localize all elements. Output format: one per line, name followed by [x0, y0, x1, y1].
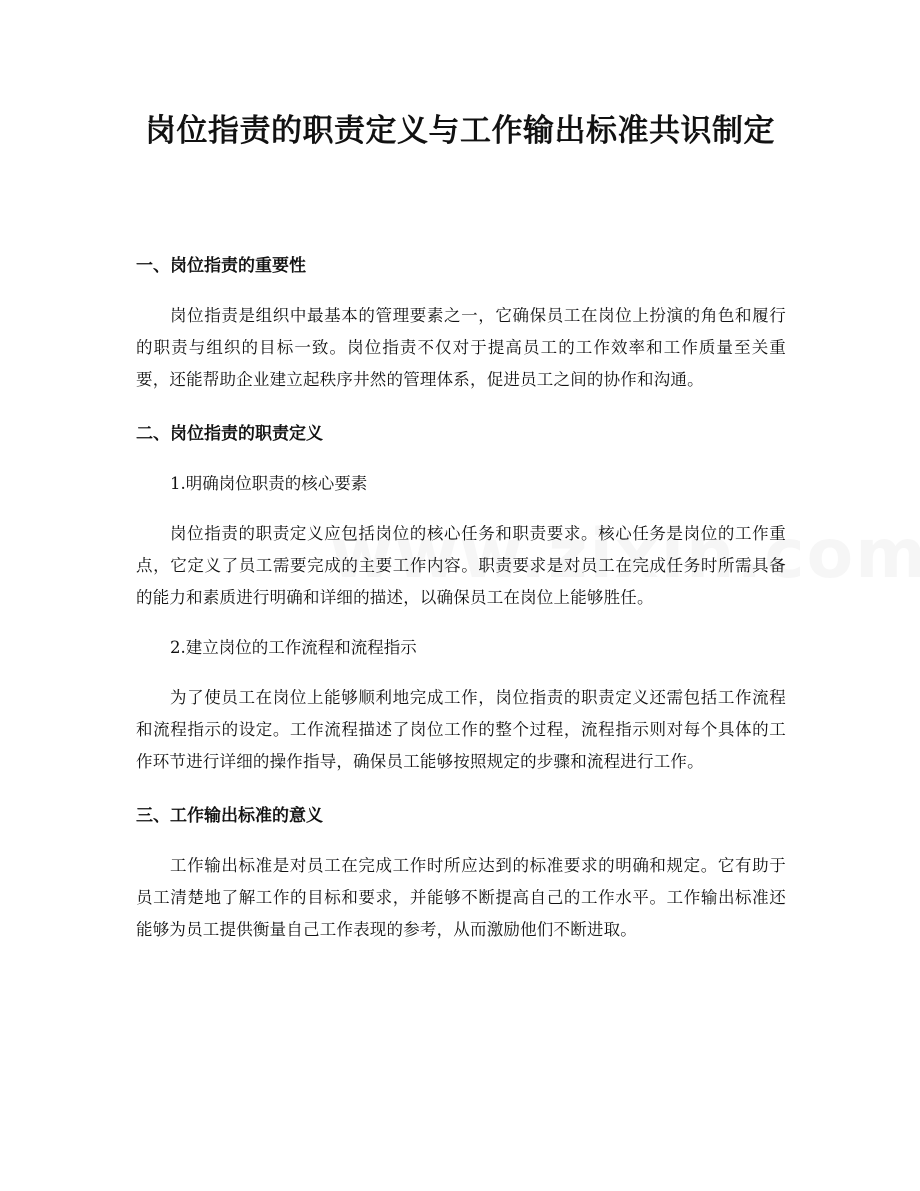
- subsection-heading: 1.明确岗位职责的核心要素: [170, 474, 368, 493]
- section-heading: 三、工作输出标准的意义: [136, 806, 323, 826]
- document-title: 岗位指责的职责定义与工作输出标准共识制定: [145, 113, 775, 149]
- section-paragraph: 工作输出标准是对员工在完成工作时所应达到的标准要求的明确和规定。它有助于员工清楚地了解工作的目标和要求，并能够不断提高自己的工作水平。工作输出标准还能够为员工提供衡量自己工作表现的参考，从而激励他们不断进取。: [136, 856, 786, 939]
- section-heading: 二、岗位指责的职责定义: [136, 424, 323, 444]
- subsection-paragraph: 为了使员工在岗位上能够顺利地完成工作，岗位指责的职责定义还需包括工作流程和流程指示的设定。工作流程描述了岗位工作的整个过程，流程指示则对每个具体的工作环节进行详细的操作指导，确保员工能够按照规定的步骤和流程进行工作。: [136, 688, 786, 771]
- subsection-heading: 2.建立岗位的工作流程和流程指示: [170, 638, 417, 657]
- section-heading: 一、岗位指责的重要性: [136, 256, 306, 276]
- document-body: [136, 250, 786, 946]
- section-paragraph: 岗位指责是组织中最基本的管理要素之一，它确保员工在岗位上扮演的角色和履行的职责与组织的目标一致。岗位指责不仅对于提高员工的工作效率和工作质量至关重要，还能帮助企业建立起秩序井然的管理体系，促进员工之间的协作和沟通。: [136, 306, 786, 389]
- subsection-paragraph: 岗位指责的职责定义应包括岗位的核心任务和职责要求。核心任务是岗位的工作重点，它定义了员工需要完成的主要工作内容。职责要求是对员工在完成任务时所需具备的能力和素质进行明确和详细的描述，以确保员工在岗位上能够胜任。: [136, 524, 786, 607]
